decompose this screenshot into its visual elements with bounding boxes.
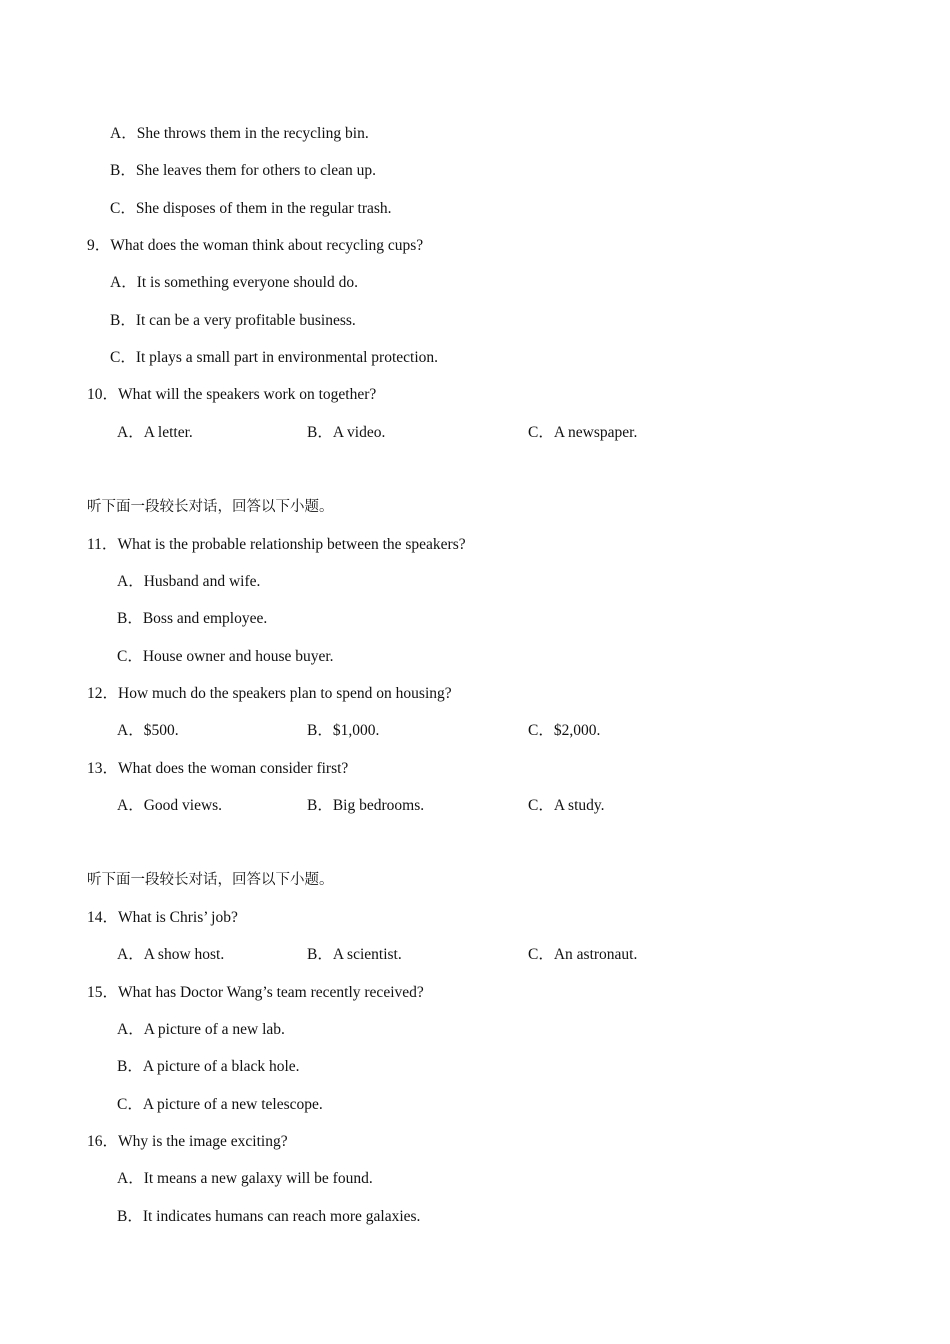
option-label: A． — [117, 1021, 144, 1038]
q15-option-a — [117, 1020, 285, 1040]
option-text: A show host. — [143, 946, 225, 963]
q15-option-c — [117, 1095, 323, 1115]
option-text: She disposes of them in the regular trash. — [135, 200, 392, 217]
q10-option-b — [307, 423, 385, 443]
question-16 — [87, 1132, 288, 1152]
option-label: C． — [117, 1096, 143, 1113]
option-label: B． — [307, 722, 333, 739]
option-label: B． — [307, 797, 333, 814]
option-label: A． — [110, 125, 137, 142]
q16-option-b — [117, 1207, 420, 1227]
option-text: She leaves them for others to clean up. — [135, 162, 377, 179]
option-text: A picture of a new lab. — [143, 1021, 285, 1038]
question-text: What has Doctor Wang’s team recently received? — [118, 984, 424, 1001]
question-number: 11． — [87, 536, 118, 553]
question-text: What does the woman think about recycling cups? — [110, 237, 424, 254]
section-instruction: 听下面一段较长对话，回答以下小题。 — [87, 872, 334, 888]
q16-option-a — [117, 1169, 373, 1189]
q14-option-a — [117, 945, 224, 965]
option-label: B． — [117, 1208, 143, 1225]
question-number: 12． — [87, 685, 119, 702]
option-text: It plays a small part in environmental protection. — [135, 349, 439, 366]
q13-option-c — [528, 796, 605, 816]
q8-option-c — [110, 199, 392, 219]
option-label: A． — [117, 573, 144, 590]
option-text: A newspaper. — [553, 424, 638, 441]
option-label: B． — [307, 424, 333, 441]
q11-option-a — [117, 572, 260, 592]
q9-option-c — [110, 348, 438, 368]
option-text: Boss and employee. — [142, 610, 268, 627]
option-text: A video. — [332, 424, 386, 441]
question-number: 16． — [87, 1133, 119, 1150]
q8-option-a — [110, 124, 369, 144]
question-number: 13． — [87, 760, 119, 777]
option-label: C． — [528, 797, 554, 814]
option-label: C． — [110, 349, 136, 366]
option-text: $2,000. — [553, 722, 601, 739]
question-9 — [87, 236, 423, 256]
option-text: Big bedrooms. — [332, 797, 425, 814]
q11-option-b — [117, 609, 267, 629]
option-label: B． — [110, 312, 136, 329]
q14-option-b — [307, 945, 402, 965]
option-label: C． — [117, 648, 143, 665]
question-text: What does the woman consider first? — [118, 760, 349, 777]
option-label: B． — [117, 1058, 143, 1075]
question-number: 15． — [87, 984, 119, 1001]
question-11 — [87, 535, 466, 555]
question-number: 14． — [87, 909, 119, 926]
question-text: What will the speakers work on together? — [118, 386, 377, 403]
question-text: Why is the image exciting? — [118, 1133, 288, 1150]
option-label: C． — [528, 946, 554, 963]
option-text: A letter. — [143, 424, 193, 441]
q13-option-b — [307, 796, 424, 816]
q14-option-c — [528, 945, 637, 965]
q11-option-c — [117, 647, 334, 667]
option-label: A． — [117, 722, 144, 739]
option-label: B． — [117, 610, 143, 627]
q8-option-b — [110, 161, 376, 181]
q12-option-b — [307, 721, 379, 741]
option-text: Husband and wife. — [143, 573, 261, 590]
option-label: C． — [528, 424, 554, 441]
option-text: A study. — [553, 797, 605, 814]
option-label: A． — [117, 946, 144, 963]
question-text: What is the probable relationship between the speakers? — [117, 536, 466, 553]
question-number: 9． — [87, 237, 111, 254]
question-13 — [87, 759, 348, 779]
question-text: How much do the speakers plan to spend on housing? — [118, 685, 452, 702]
option-text: $1,000. — [332, 722, 380, 739]
option-text: A scientist. — [332, 946, 402, 963]
q9-option-a — [110, 273, 358, 293]
q10-option-c — [528, 423, 637, 443]
option-text: Good views. — [143, 797, 223, 814]
question-14 — [87, 908, 238, 928]
question-number: 10． — [87, 386, 119, 403]
option-text: It is something everyone should do. — [136, 274, 358, 291]
option-label: A． — [117, 1170, 144, 1187]
question-15 — [87, 983, 424, 1003]
option-label: B． — [307, 946, 333, 963]
option-text: It indicates humans can reach more galaxies. — [142, 1208, 421, 1225]
option-text: A picture of a black hole. — [142, 1058, 300, 1075]
option-text: A picture of a new telescope. — [142, 1096, 323, 1113]
option-text: She throws them in the recycling bin. — [136, 125, 369, 142]
question-10 — [87, 385, 376, 405]
section-instruction: 听下面一段较长对话，回答以下小题。 — [87, 499, 334, 515]
option-label: A． — [117, 424, 144, 441]
q9-option-b — [110, 311, 356, 331]
q10-option-a — [117, 423, 193, 443]
option-label: C． — [110, 200, 136, 217]
option-label: A． — [117, 797, 144, 814]
q12-option-a — [117, 721, 179, 741]
question-text: What is Chris’ job? — [118, 909, 238, 926]
q15-option-b — [117, 1057, 300, 1077]
option-label: A． — [110, 274, 137, 291]
option-label: B． — [110, 162, 136, 179]
q13-option-a — [117, 796, 222, 816]
option-text: An astronaut. — [553, 946, 638, 963]
option-text: It means a new galaxy will be found. — [143, 1170, 373, 1187]
question-12 — [87, 684, 452, 704]
option-text: It can be a very profitable business. — [135, 312, 356, 329]
option-text: $500. — [143, 722, 179, 739]
q12-option-c — [528, 721, 600, 741]
option-text: House owner and house buyer. — [142, 648, 334, 665]
option-label: C． — [528, 722, 554, 739]
